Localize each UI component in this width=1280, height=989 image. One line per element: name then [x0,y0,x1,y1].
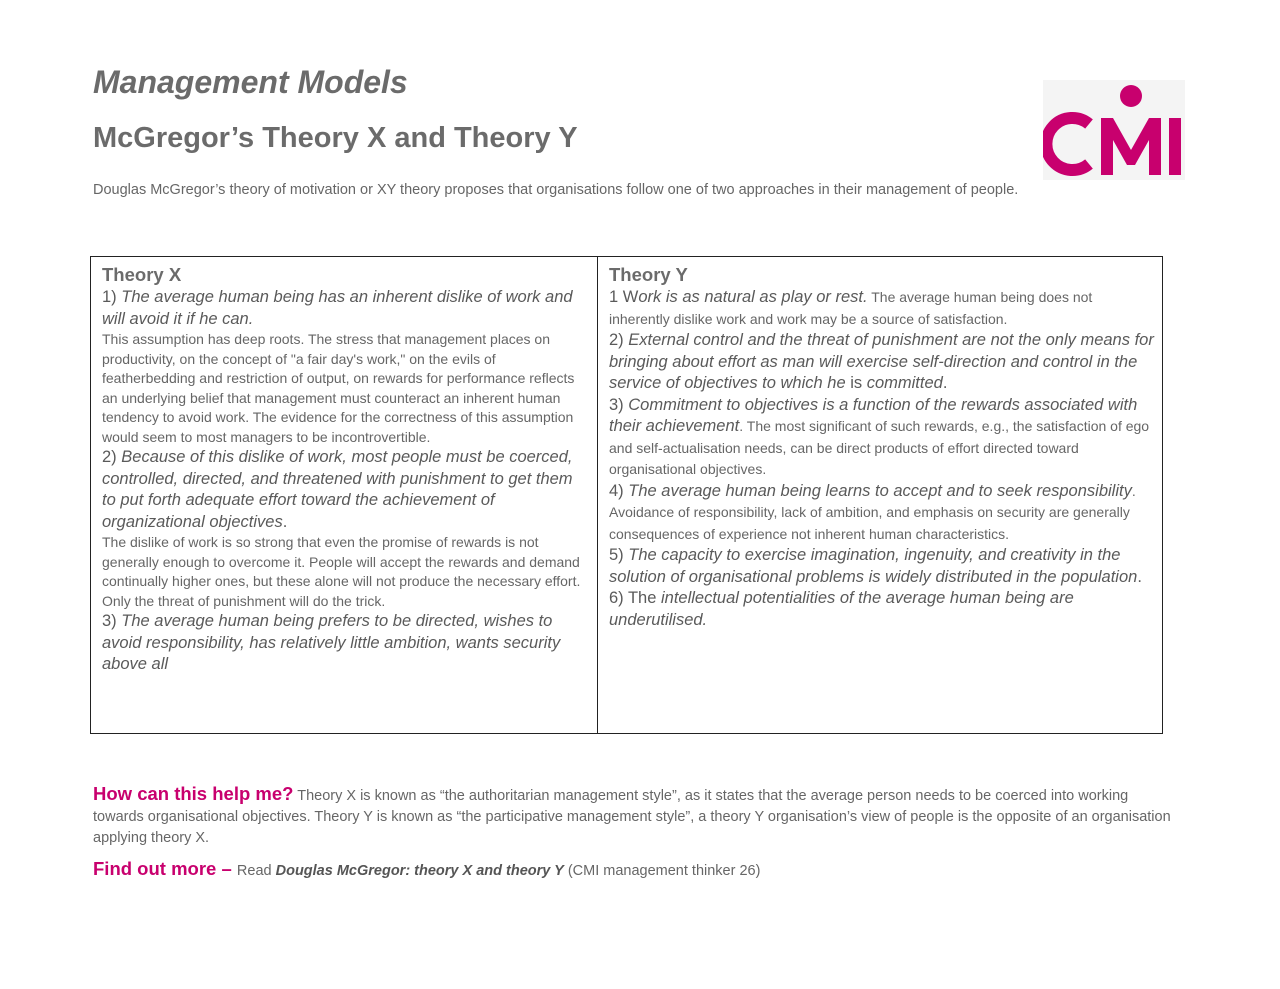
theory-y-assumption-6 [609,588,1154,631]
theory-y-assumption-3 [609,395,1154,481]
theory-y-statement-2: External control and the threat of punishment are not the only means for bringing about effort as man will exercise self-direction and control in the service of objectives to which he [609,331,1154,392]
theory-y-heading: Theory Y [609,264,688,285]
theory-comparison-table [90,256,1163,734]
theory-y-assumption-2 [609,330,1154,395]
theory-x-statement-1: The average human being has an inherent dislike of work and will avoid it if he can. [102,288,573,328]
theory-y-assumption-5 [609,545,1154,588]
theory-x-heading: Theory X [102,264,182,285]
theory-y-statement-2-end: committed [866,374,943,392]
theory-y-explanation-3: . The most significant of such rewards, e.g., the satisfaction of ego and self-actualisation needs, can be direct products of effort directed toward organisational objectives. [609,418,1150,477]
theory-y-statement-4: The average human being learns to accept and to seek responsibility [628,481,1132,500]
theory-x-number-2: 2) [102,448,122,466]
theory-y-assumption-4 [609,481,1154,546]
theory-y-column [598,257,1162,733]
theory-x-number-3: 3) [102,612,122,630]
theory-y-explanation-4: . Avoidance of responsibility, lack of ambition, and emphasis on security are generally consequences of experience not inherent human characteristics. [609,482,1136,542]
page-title: Management Models [93,64,408,100]
help-heading: How can this help me? [93,783,294,804]
theory-x-assumption-2 [102,447,586,533]
find-out-more-heading: Find out more [93,858,217,879]
find-out-more-dash: – [216,858,237,879]
theory-y-assumption-1 [609,287,1154,330]
theory-x-period-2: . [282,512,288,531]
theory-y-number-2: 2) [609,331,629,349]
book-title-link[interactable]: Douglas McGregor: theory X and theory Y [275,863,564,879]
theory-x-statement-3: The average human being prefers to be directed, wishes to avoid responsibility, has relatively little ambition, wants security above all [102,612,561,673]
help-section [93,783,1178,849]
theory-x-explanation-2: The dislike of work is so strong that even the promise of rewards is not generally enough to overcome it. People will accept the rewards and demand continually higher ones, but these alone will not produce the necessary effort. Only the threat of punishment will do the trick. [102,534,581,609]
theory-x-statement-2: Because of this dislike of work, most people must be coerced, controlled, directed, and threatened with punishment to get them to put forth adequate effort toward the achievement of organizational objectives [102,448,573,531]
theory-y-statement-3: Commitment to objectives is a function of the rewards associated with their achievement [609,395,1138,435]
theory-x-assumption-3 [102,611,586,676]
theory-y-number-6: 6) The [609,589,661,607]
theory-y-word-is: is [845,374,867,392]
book-suffix: (CMI management thinker 26) [563,863,761,879]
theory-y-explanation-1: The average human being does not inherently dislike work and work may be a source of satisfaction. [609,289,1093,327]
theory-x-number-1: 1) [102,288,122,306]
theory-y-statement-5: The capacity to exercise imagination, ingenuity, and creativity in the solution of organisational problems is widely distributed in the population [609,546,1138,586]
theory-y-period-5: . [1137,567,1142,586]
help-text: Theory X is known as “the authoritarian management style”, as it states that the average person needs to be coerced into working towards organisational objectives. Theory Y is known as “the participative management style”, a theory Y organisation’s view of people is the opposite of an organisation applying theory X. [93,788,1171,846]
cmi-logo [1043,80,1185,180]
page-subtitle: McGregor’s Theory X and Theory Y [93,122,578,154]
theory-y-period-2: . [942,374,948,392]
theory-y-statement-1: ork is as natural as play or rest. [638,288,868,306]
theory-x-explanation-1: This assumption has deep roots. The stress that management places on productivity, on the concept of "a fair day's work," on the evils of featherbedding and restriction of output, on rewards for performance reflects an underlying belief that management must counteract an inherent human tendency to avoid work. The evidence for the correctness of this assumption would seem to most managers to be incontrovertible. [102,331,575,445]
find-out-more-section [93,857,760,883]
intro-paragraph: Douglas McGregor’s theory of motivation or XY theory proposes that organisations follow one of two approaches in their management of people. [93,182,1019,198]
find-out-more-read: Read [236,863,276,879]
theory-y-number-3: 3) [609,395,629,414]
theory-x-column [91,257,598,733]
theory-y-number-4: 4) [609,481,629,500]
theory-x-assumption-1 [102,287,586,330]
theory-y-number-1: 1 W [609,288,639,306]
theory-y-number-5: 5) [609,546,629,564]
theory-y-statement-6: intellectual potentialities of the average human being are underutilised. [609,589,1074,629]
